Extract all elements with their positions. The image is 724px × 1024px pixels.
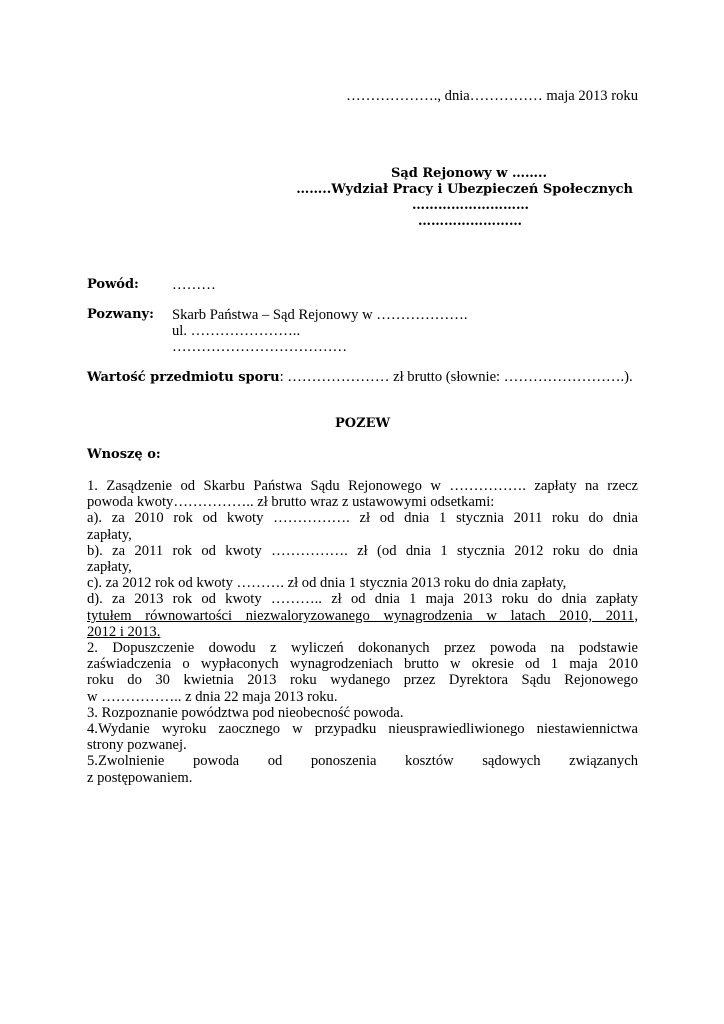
- defendant-city: ………………………………: [172, 339, 348, 355]
- request-item-3-line: 3. Rozpoznanie powództwa pod nieobecność powoda.: [87, 704, 404, 721]
- claim-value-label: Wartość przedmiotu sporu: [87, 370, 280, 385]
- request-item-1b-line: zapłaty,: [87, 559, 132, 576]
- request-item-4-line: 4.Wydanie wyroku zaocznego w przypadku nieusprawiedliwionego niestawiennictwa: [87, 721, 638, 738]
- place-date-line: ………………., dnia…………… maja 2013 roku: [346, 88, 638, 104]
- court-division: ……..Wydział Pracy i Ubezpieczeń Społecznych: [296, 182, 633, 197]
- defendant-name: Skarb Państwa – Sąd Rejonowy w ……………….: [172, 307, 468, 323]
- request-item-1a-line: zapłaty,: [87, 526, 132, 543]
- claim-value-line: [87, 369, 633, 386]
- request-item-1b-line: b). za 2011 rok od kwoty ……………. zł (od dnia 1 stycznia 2012 roku do dnia: [87, 542, 638, 559]
- document-title: POZEW: [335, 416, 391, 431]
- plaintiff-label: Powód:: [87, 277, 139, 292]
- request-item-2-line: zaświadczenia o wypłaconych wynagrodzeniach brutto w okresie od 1 maja 2010: [87, 656, 638, 673]
- request-item-4-line: strony pozwanej.: [87, 737, 187, 754]
- defendant-label: Pozwany:: [87, 307, 154, 322]
- request-item-1d-line: tytułem równowartości niezwaloryzowanego wynagrodzenia w latach 2010, 2011,: [87, 607, 638, 624]
- request-item-1a-line: a). za 2010 rok od kwoty ……………. zł od dnia 1 stycznia 2011 roku do dnia: [87, 510, 638, 527]
- request-item-2-line: 2. Dopuszczenie dowodu z wyliczeń dokonanych przez powoda na podstawie: [87, 640, 638, 657]
- court-name: Sąd Rejonowy w ……..: [390, 166, 547, 181]
- request-item-1d-end: 2012 i 2013.: [87, 623, 161, 640]
- court-address-line2: ……………………: [418, 214, 522, 229]
- request-item-2-line: w …………….. z dnia 22 maja 2013 roku.: [87, 688, 338, 705]
- request-item-1-line: powoda kwoty…………….. zł brutto wraz z ustawowymi odsetkami:: [87, 494, 495, 511]
- claim-value-text: : ………………… zł brutto (słownie: …………………….).: [279, 369, 633, 385]
- defendant-street: ul. …………………..: [172, 323, 301, 339]
- request-label: Wnoszę o:: [87, 447, 161, 462]
- request-item-1d-line: [87, 624, 638, 640]
- request-body: [87, 478, 638, 786]
- request-item-1c-line: c). za 2012 rok od kwoty ………. zł od dnia 1 stycznia 2013 roku do dnia zapłaty,: [87, 575, 567, 592]
- request-item-5-line: z postępowaniem.: [87, 769, 193, 786]
- plaintiff-value: ………: [172, 277, 216, 293]
- request-item-1-line: 1. Zasądzenie od Skarbu Państwa Sądu Rejonowego w ……………. zapłaty na rzecz: [87, 478, 638, 494]
- court-address-line1: ………………………: [412, 198, 529, 213]
- request-item-1d-line: d). za 2013 rok od kwoty ……….. zł od dnia 1 maja 2013 roku do dnia zapłaty: [87, 591, 638, 608]
- request-item-5-line: 5.Zwolnienie powoda od ponoszenia kosztów sądowych związanych: [87, 753, 638, 770]
- request-item-2-line: roku do 30 kwietnia 2013 roku wydanego przez Dyrektora Sądu Rejonowego: [87, 672, 638, 689]
